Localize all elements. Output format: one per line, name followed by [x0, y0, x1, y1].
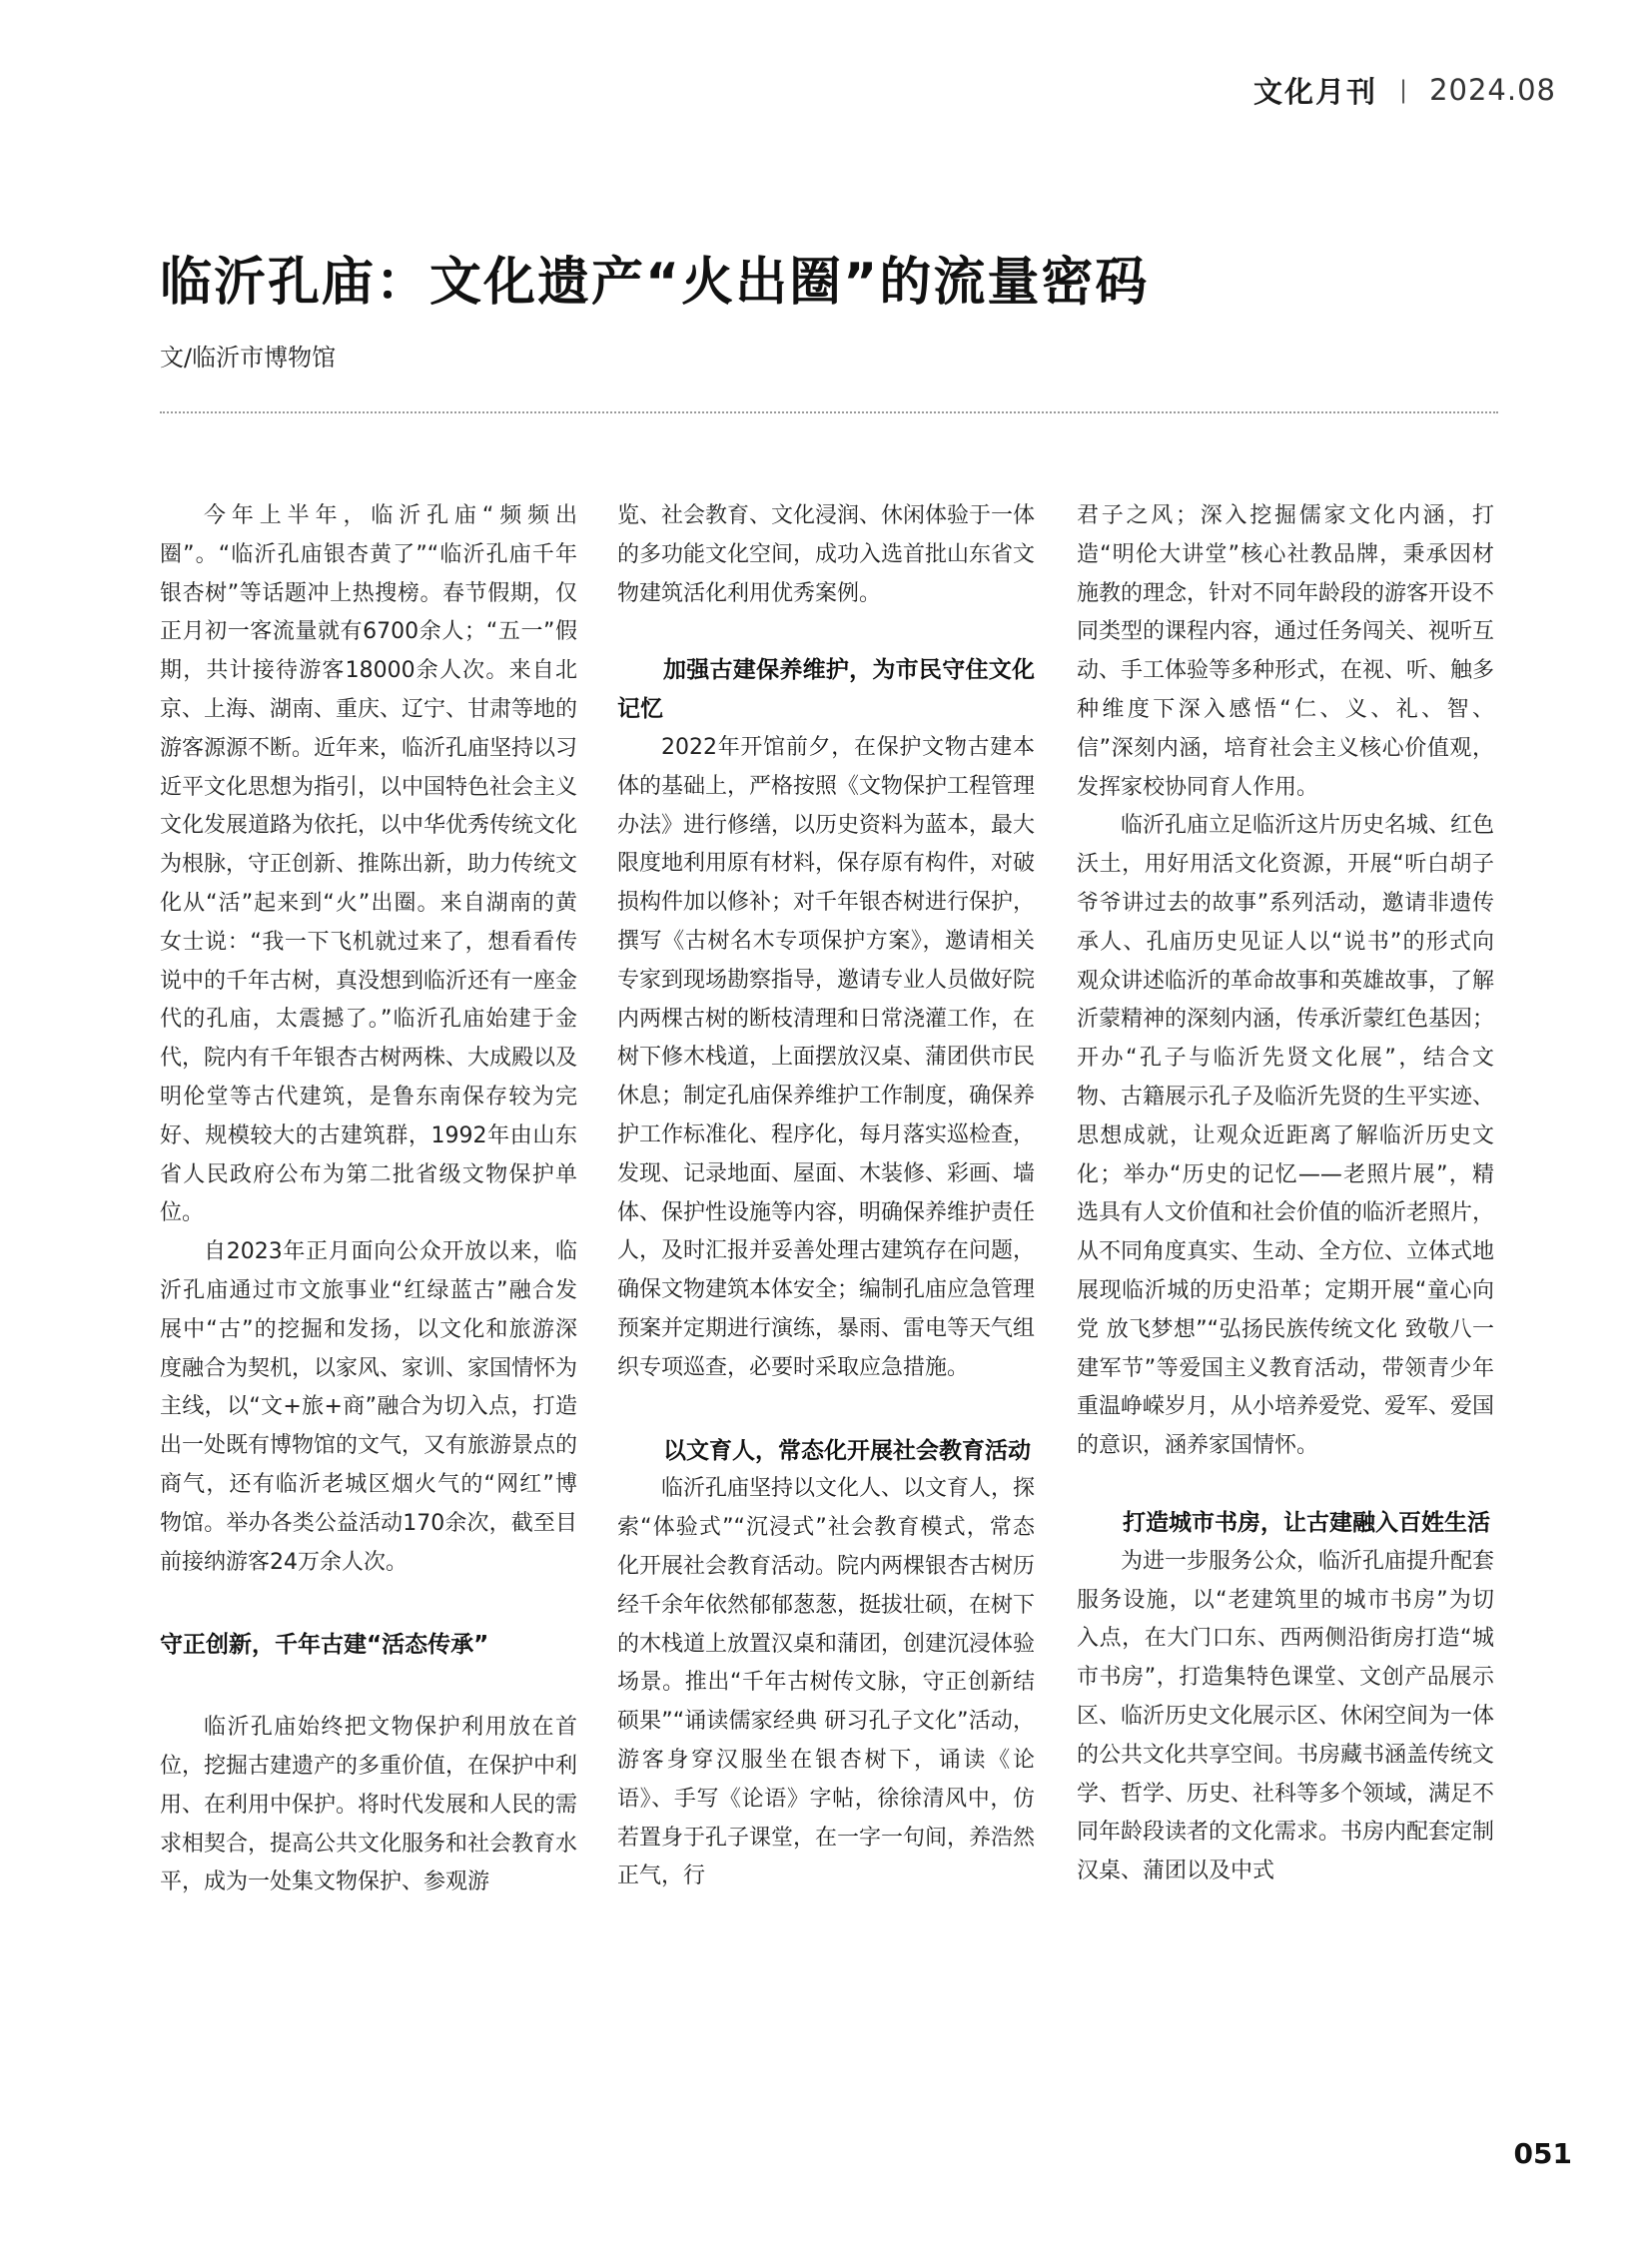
- running-header: [1253, 70, 1556, 110]
- paragraph: 自2023年正月面向公众开放以来，临沂孔庙通过市文旅事业“红绿蓝古”融合发展中“古”的挖掘和发扬，以文化和旅游深度融合为契机，以家风、家训、家国情怀为主线，以“文+旅+商”融合为切入点，打造出一处既有博物馆的文气，又有旅游景点的商气，还有临沂老城区烟火气的“网红”博物馆。举办各类公益活动170余次，截至目前接纳游客24万余人次。: [160, 1239, 577, 1575]
- section-heading: 以文育人，常态化开展社会教育活动: [663, 1437, 1031, 1464]
- text-column-2: [617, 497, 1035, 2135]
- text-column-1: [160, 497, 577, 2135]
- paragraph: 临沂孔庙坚持以文化人、以文育人，探索“体验式”“沉浸式”社会教育模式，常态化开展社会教育活动。院内两棵银杏古树历经千余年依然郁郁葱葱，挺拔壮硕，在树下的木栈道上放置汉桌和蒲团，创建沉浸体验场景。推出“千年古树传文脉，守正创新结硕果”“诵读儒家经典 研习孔子文化”活动，游客身穿汉服坐在银杏树下，诵读《论语》、手写《论语》字帖，徐徐清风中，仿若置身于孔子课堂，在一字一句间，养浩然正气，行: [617, 1476, 1035, 1889]
- article-author: 文/临沂市博物馆: [160, 344, 337, 372]
- paragraph: 览、社会教育、文化浸润、休闲体验于一体的多功能文化空间，成功入选首批山东省文物建筑活化利用优秀案例。: [617, 503, 1035, 606]
- issue-date: 2024.08: [1429, 73, 1556, 107]
- article-title: 临沂孔庙：文化遗产“火出圈”的流量密码: [160, 253, 1150, 313]
- paragraph: 为进一步服务公众，临沂孔庙提升配套服务设施，以“老建筑里的城市书房”为切入点，在大门口东、西两侧沿街房打造“城市书房”，打造集特色课堂、文创产品展示区、临沂历史文化展示区、休闲空间为一体的公共文化共享空间。书房藏书涵盖传统文学、哲学、历史、社科等多个领域，满足不同年龄段读者的文化需求。书房内配套定制汉桌、蒲团以及中式: [1077, 1548, 1494, 1884]
- page-number: 051: [1513, 2137, 1572, 2170]
- paragraph: 今年上半年，临沂孔庙“频频出圈”。“临沂孔庙银杏黄了”“临沂孔庙千年银杏树”等话题冲上热搜榜。春节假期，仅正月初一客流量就有6700余人；“五一”假期，共计接待游客18000余人次。来自北京、上海、湖南、重庆、辽宁、甘肃等地的游客源源不断。近年来，临沂孔庙坚持以习近平文化思想为指引，以中国特色社会主义文化发展道路为依托，以中华优秀传统文化为根脉，守正创新、推陈出新，助力传统文化从“活”起来到“火”出圈。来自湖南的黄女士说：“我一下飞机就过来了，想看看传说中的千年古树，真没想到临沂还有一座金代的孔庙，太震撼了。”临沂孔庙始建于金代，院内有千年银杏古树两株、大成殿以及明伦堂等古代建筑，是鲁东南保存较为完好、规模较大的古建筑群，1992年由山东省人民政府公布为第二批省级文物保护单位。: [160, 503, 577, 1226]
- section-heading: 加强古建保养维护，为市民守住文化记忆: [617, 657, 1035, 723]
- section-heading: 打造城市书房，让古建融入百姓生活: [1123, 1509, 1490, 1536]
- paragraph: 2022年开馆前夕，在保护文物古建本体的基础上，严格按照《文物保护工程管理办法》进行修缮，以历史资料为蓝本，最大限度地利用原有材料，保存原有构件，对破损构件加以修补；对千年银杏树进行保护，撰写《古树名木专项保护方案》，邀请相关专家到现场勘察指导，邀请专业人员做好院内两棵古树的断枝清理和日常浇灌工作，在树下修木栈道，上面摆放汉桌、蒲团供市民休息；制定孔庙保养维护工作制度，确保养护工作标准化、程序化，每月落实巡检查，发现、记录地面、屋面、木装修、彩画、墙体、保护性设施等内容，明确保养维护责任人，及时汇报并妥善处理古建筑存在问题，确保文物建筑本体安全；编制孔庙应急管理预案并定期进行演练，暴雨、雷电等天气组织专项巡查，必要时采取应急措施。: [617, 734, 1035, 1380]
- text-column-3: [1077, 497, 1494, 2135]
- header-separator: |: [1398, 76, 1408, 104]
- section-heading: 守正创新，千年古建“活态传承”: [160, 1632, 489, 1659]
- magazine-name: 文化月刊: [1252, 74, 1377, 109]
- paragraph: 临沂孔庙始终把文物保护利用放在首位，挖掘古建遗产的多重价值，在保护中利用、在利用中保护。将时代发展和人民的需求相契合，提高公共文化服务和社会教育水平，成为一处集文物保护、参观游: [160, 1715, 577, 1895]
- paragraph: 临沂孔庙立足临沂这片历史名城、红色沃土，用好用活文化资源，开展“听白胡子爷爷讲过去的故事”系列活动，邀请非遗传承人、孔庙历史见证人以“说书”的形式向观众讲述临沂的革命故事和英雄故事，了解沂蒙精神的深刻内涵，传承沂蒙红色基因；开办“孔子与临沂先贤文化展”，结合文物、古籍展示孔子及临沂先贤的生平实迹、思想成就，让观众近距离了解临沂历史文化；举办“历史的记忆——老照片展”，精选具有人文价值和社会价值的临沂老照片，从不同角度真实、生动、全方位、立体式地展现临沂城的历史沿革；定期开展“童心向党 放飞梦想”“弘扬民族传统文化 致敬八一建军节”等爱国主义教育活动，带领青少年重温峥嵘岁月，从小培养爱党、爱军、爱国的意识，涵养家国情怀。: [1077, 813, 1494, 1459]
- paragraph: 君子之风；深入挖掘儒家文化内涵，打造“明伦大讲堂”核心社教品牌，秉承因材施教的理念，针对不同年龄段的游客开设不同类型的课程内容，通过任务闯关、视听互动、手工体验等多种形式，在视、听、触多种维度下深入感悟“仁、义、礼、智、信”深刻内涵，培育社会主义核心价值观，发挥家校协同育人作用。: [1077, 503, 1494, 800]
- dotted-divider: [160, 411, 1498, 413]
